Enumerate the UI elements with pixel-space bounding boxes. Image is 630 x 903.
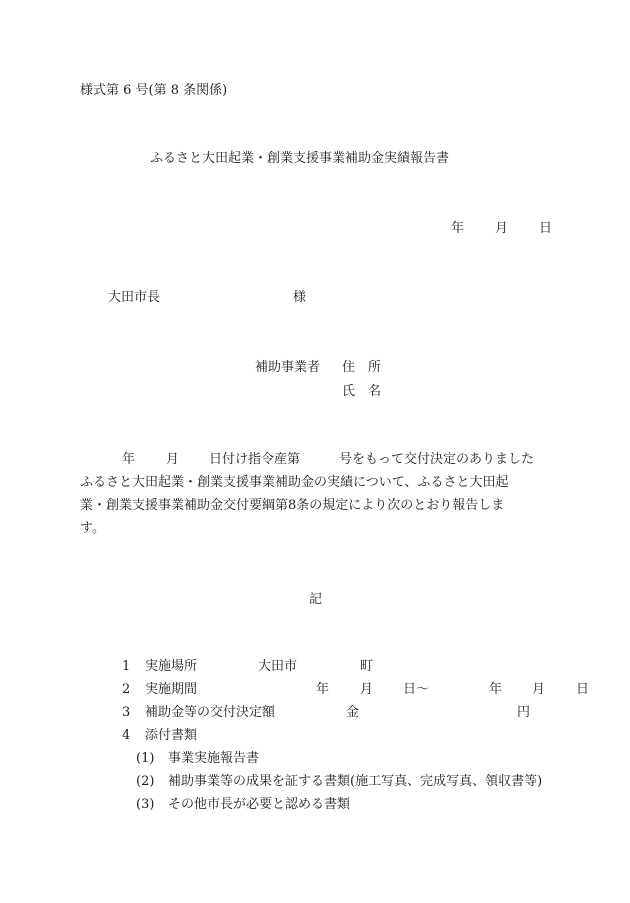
item-2-end-day: 日 xyxy=(576,682,590,697)
item-3-number: 3 xyxy=(122,705,131,720)
item-3-kin: 金 xyxy=(346,705,360,720)
item-1-number: 1 xyxy=(122,659,131,674)
body-line-2: ふるさと大田起業・創業支援事業補助金の実績について、ふるさと大田起 xyxy=(80,475,509,490)
body-line-4: す。 xyxy=(80,521,105,536)
attachment-3-number: (3) xyxy=(136,797,155,812)
item-1-city: 大田市 xyxy=(258,659,298,674)
item-3-yen: 円 xyxy=(517,705,531,720)
date-month: 月 xyxy=(495,221,509,236)
addressee-honorific: 様 xyxy=(293,290,307,305)
item-1-label: 実施場所 xyxy=(145,659,198,674)
form-number: 様式第 6 号(第 8 条関係) xyxy=(80,83,228,98)
attachment-1-number: (1) xyxy=(136,751,155,766)
attachment-1-text: 事業実施報告書 xyxy=(168,751,260,766)
ki-heading: 記 xyxy=(309,592,323,607)
item-4 xyxy=(0,726,630,746)
item-4-label: 添付書類 xyxy=(145,728,198,743)
item-3-label: 補助金等の交付決定額 xyxy=(145,705,276,720)
body-day-text: 日付け指令産第 xyxy=(209,452,301,467)
body-line-3: 業・創業支援事業補助金交付要綱第8条の規定により次のとおり報告しま xyxy=(80,498,505,513)
body-line-1 xyxy=(80,448,560,471)
attachment-3 xyxy=(0,795,630,815)
item-2-start-day: 日～ xyxy=(403,682,430,697)
attachment-2 xyxy=(0,772,630,792)
item-3 xyxy=(0,703,630,723)
item-2-start-month: 月 xyxy=(360,682,374,697)
addressee-name: 大田市長 xyxy=(108,290,161,305)
applicant-address-line xyxy=(0,358,630,378)
date-line xyxy=(0,219,630,239)
applicant-address-label: 住 所 xyxy=(342,360,382,375)
attachment-1 xyxy=(0,749,630,769)
applicant-name-line xyxy=(0,382,630,402)
item-2 xyxy=(0,680,630,700)
item-2-end-month: 月 xyxy=(532,682,546,697)
item-4-number: 4 xyxy=(122,728,131,743)
item-2-start-year: 年 xyxy=(316,682,330,697)
body-number-text: 号をもって交付決定のありました xyxy=(339,452,535,467)
item-2-label: 実施期間 xyxy=(145,682,198,697)
applicant-label: 補助事業者 xyxy=(255,360,321,375)
item-2-end-year: 年 xyxy=(489,682,503,697)
body-month: 月 xyxy=(166,452,180,467)
date-day: 日 xyxy=(539,221,553,236)
date-year: 年 xyxy=(451,221,465,236)
attachment-2-number: (2) xyxy=(136,774,155,789)
attachment-2-text: 補助事業等の成果を証する書類(施工写真、完成写真、領収書等) xyxy=(168,774,543,789)
body-year: 年 xyxy=(122,452,136,467)
addressee-line xyxy=(0,288,630,308)
attachment-3-text: その他市長が必要と認める書類 xyxy=(168,797,351,812)
applicant-name-label: 氏 名 xyxy=(342,384,382,399)
body-paragraph xyxy=(80,448,560,540)
item-1-town: 町 xyxy=(360,659,374,674)
document-title: ふるさと大田起業・創業支援事業補助金実績報告書 xyxy=(150,151,450,166)
item-1 xyxy=(0,657,630,677)
item-2-number: 2 xyxy=(122,682,131,697)
